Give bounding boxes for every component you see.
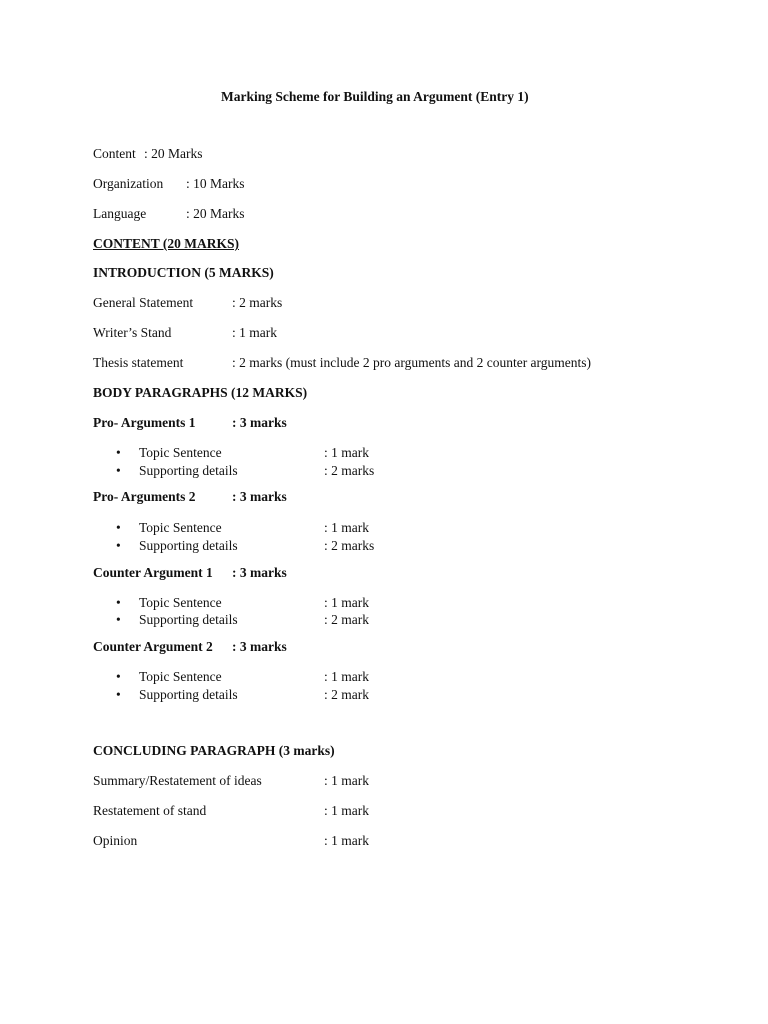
section-value: : 3 marks bbox=[232, 415, 287, 430]
bullet-value: : 1 mark bbox=[324, 595, 369, 610]
summary-label: Organization bbox=[93, 176, 164, 191]
summary-value: : 20 Marks bbox=[144, 146, 203, 161]
bullet-label: Supporting details bbox=[139, 687, 238, 702]
bullet-icon: • bbox=[116, 669, 121, 684]
bullet-label: Topic Sentence bbox=[139, 595, 222, 610]
bullet-icon: • bbox=[116, 595, 121, 610]
section-value: : 3 marks bbox=[232, 565, 287, 580]
bullet-label: Supporting details bbox=[139, 463, 238, 478]
item-value: : 1 mark bbox=[324, 773, 369, 788]
bullet-icon: • bbox=[116, 538, 121, 553]
bullet-label: Supporting details bbox=[139, 538, 238, 553]
bullet-icon: • bbox=[116, 445, 121, 460]
bullet-value: : 1 mark bbox=[324, 520, 369, 535]
item-label: Summary/Restatement of ideas bbox=[93, 773, 262, 788]
summary-label: Language bbox=[93, 206, 147, 221]
bullet-icon: • bbox=[116, 612, 121, 627]
summary-value: : 10 Marks bbox=[186, 176, 245, 191]
section-label: Pro- Arguments 2 bbox=[93, 489, 196, 504]
item-value: : 2 marks (must include 2 pro arguments and 2 counter arguments) bbox=[232, 355, 592, 370]
section-label: Pro- Arguments 1 bbox=[93, 415, 196, 430]
bullet-value: : 2 mark bbox=[324, 612, 369, 627]
bullet-label: Topic Sentence bbox=[139, 445, 222, 460]
section-label: Counter Argument 2 bbox=[93, 639, 213, 654]
bullet-value: : 1 mark bbox=[324, 445, 369, 460]
bullet-value: : 2 mark bbox=[324, 687, 369, 702]
bullet-label: Topic Sentence bbox=[139, 520, 222, 535]
bullet-value: : 2 marks bbox=[324, 538, 375, 553]
section-value: : 3 marks bbox=[232, 639, 287, 654]
bullet-value: : 2 marks bbox=[324, 463, 375, 478]
section-value: : 3 marks bbox=[232, 489, 287, 504]
content-heading: CONTENT (20 MARKS) bbox=[93, 236, 240, 251]
item-label: General Statement bbox=[93, 295, 194, 310]
bullet-value: : 1 mark bbox=[324, 669, 369, 684]
item-value: : 1 mark bbox=[324, 803, 369, 818]
item-label: Restatement of stand bbox=[93, 803, 207, 818]
item-value: : 1 mark bbox=[324, 833, 369, 848]
summary-value: : 20 Marks bbox=[186, 206, 245, 221]
bullet-icon: • bbox=[116, 687, 121, 702]
bullet-icon: • bbox=[116, 463, 121, 478]
bullet-icon: • bbox=[116, 520, 121, 535]
item-label: Opinion bbox=[93, 833, 138, 848]
item-value: : 1 mark bbox=[232, 325, 277, 340]
introduction-heading: INTRODUCTION (5 MARKS) bbox=[93, 265, 274, 280]
summary-label: Content bbox=[93, 146, 136, 161]
item-value: : 2 marks bbox=[232, 295, 283, 310]
document-title: Marking Scheme for Building an Argument (Entry 1) bbox=[221, 89, 529, 104]
section-label: Counter Argument 1 bbox=[93, 565, 213, 580]
item-label: Thesis statement bbox=[93, 355, 184, 370]
item-label: Writer’s Stand bbox=[93, 325, 172, 340]
conclusion-heading: CONCLUDING PARAGRAPH (3 marks) bbox=[93, 743, 335, 758]
bullet-label: Topic Sentence bbox=[139, 669, 222, 684]
body-heading: BODY PARAGRAPHS (12 MARKS) bbox=[93, 385, 308, 400]
bullet-label: Supporting details bbox=[139, 612, 238, 627]
